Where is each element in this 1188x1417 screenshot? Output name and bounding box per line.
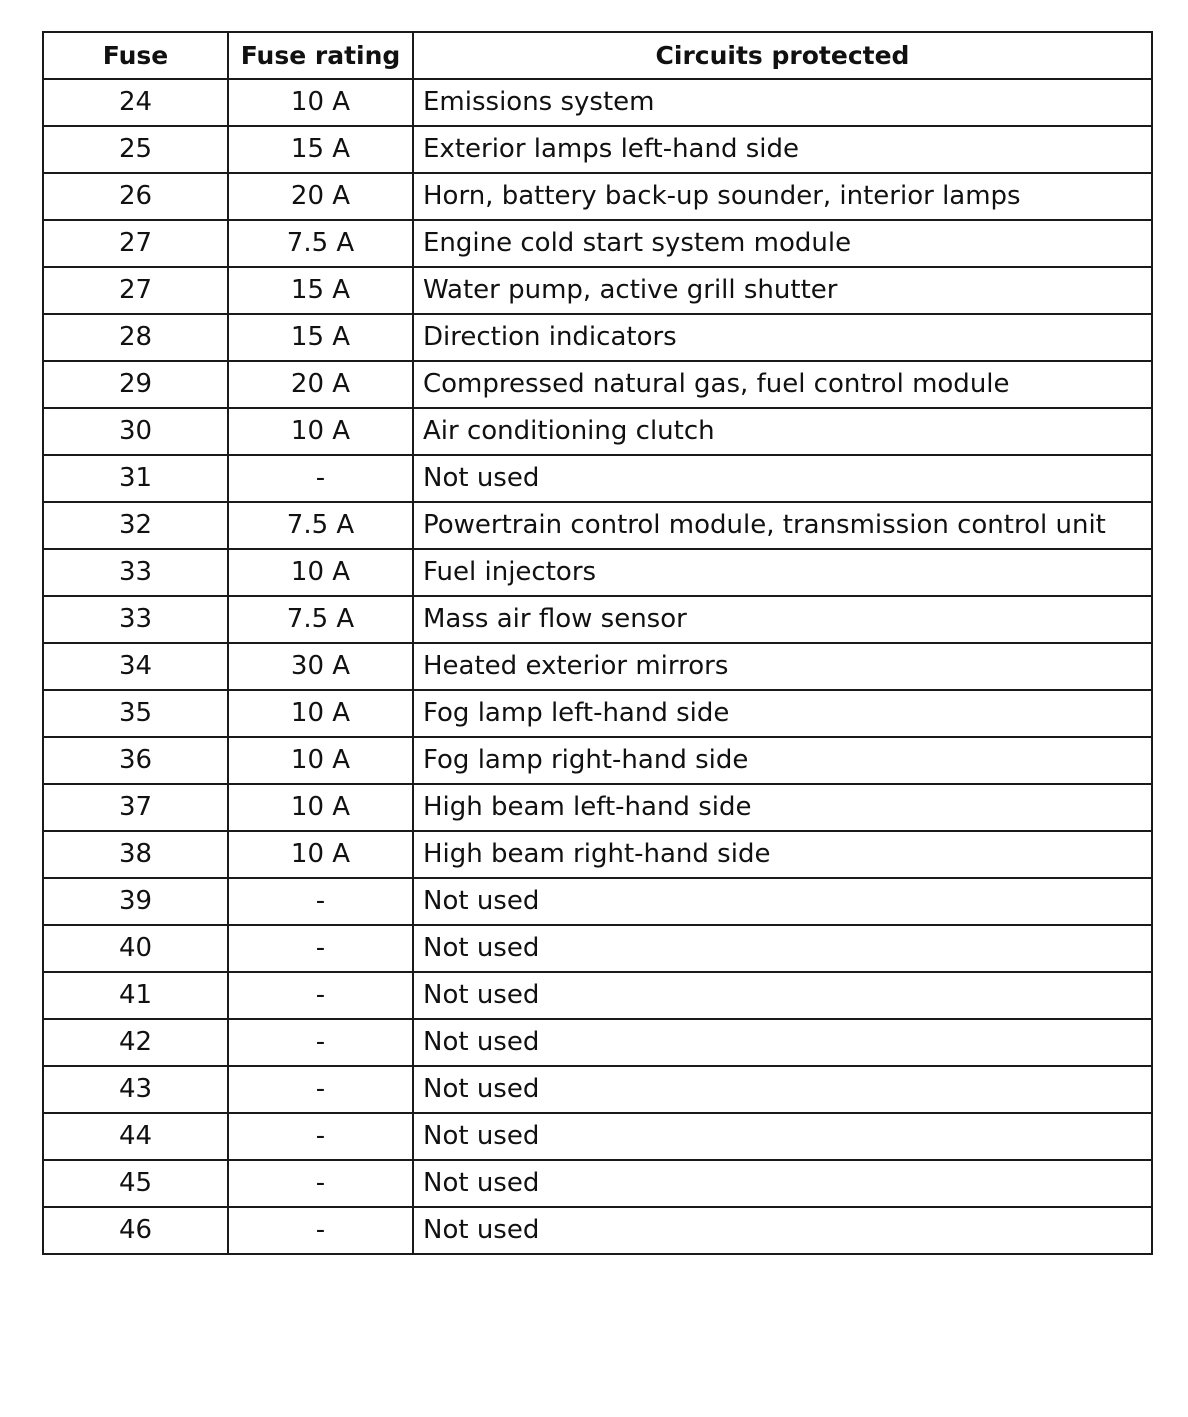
fuse-rating-cell: 7.5 A bbox=[228, 596, 413, 643]
table-row bbox=[43, 925, 1152, 972]
circuits-protected-cell: Engine cold start system module bbox=[413, 220, 1152, 267]
circuits-protected-cell: Not used bbox=[413, 1066, 1152, 1113]
fuse-number-cell: 30 bbox=[43, 408, 228, 455]
circuits-protected-cell: Not used bbox=[413, 1160, 1152, 1207]
table-row bbox=[43, 173, 1152, 220]
fuse-number-cell: 42 bbox=[43, 1019, 228, 1066]
circuits-protected-cell: Not used bbox=[413, 1207, 1152, 1254]
fuse-rating-cell: 30 A bbox=[228, 643, 413, 690]
fuse-number-cell: 40 bbox=[43, 925, 228, 972]
table-row bbox=[43, 972, 1152, 1019]
circuits-protected-cell: Compressed natural gas, fuel control module bbox=[413, 361, 1152, 408]
fuse-number-cell: 25 bbox=[43, 126, 228, 173]
circuits-protected-cell: Not used bbox=[413, 1113, 1152, 1160]
fuse-number-cell: 46 bbox=[43, 1207, 228, 1254]
fuse-number-cell: 44 bbox=[43, 1113, 228, 1160]
table-row bbox=[43, 831, 1152, 878]
circuits-protected-cell: Not used bbox=[413, 1019, 1152, 1066]
header-circuits-protected: Circuits protected bbox=[413, 32, 1152, 79]
fuse-rating-cell: - bbox=[228, 878, 413, 925]
fuse-number-cell: 38 bbox=[43, 831, 228, 878]
fuse-number-cell: 33 bbox=[43, 549, 228, 596]
fuse-rating-cell: - bbox=[228, 1160, 413, 1207]
fuse-rating-cell: - bbox=[228, 1207, 413, 1254]
fuse-number-cell: 32 bbox=[43, 502, 228, 549]
table-row bbox=[43, 79, 1152, 126]
fuse-number-cell: 24 bbox=[43, 79, 228, 126]
circuits-protected-cell: Mass air flow sensor bbox=[413, 596, 1152, 643]
circuits-protected-cell: Fuel injectors bbox=[413, 549, 1152, 596]
fuse-number-cell: 27 bbox=[43, 220, 228, 267]
table-row bbox=[43, 502, 1152, 549]
fuse-rating-cell: 10 A bbox=[228, 737, 413, 784]
table-row bbox=[43, 408, 1152, 455]
fuse-rating-cell: 15 A bbox=[228, 314, 413, 361]
fuse-number-cell: 33 bbox=[43, 596, 228, 643]
fuse-rating-cell: 20 A bbox=[228, 173, 413, 220]
fuse-rating-cell: - bbox=[228, 925, 413, 972]
table-row bbox=[43, 455, 1152, 502]
table-row bbox=[43, 737, 1152, 784]
circuits-protected-cell: Horn, battery back-up sounder, interior lamps bbox=[413, 173, 1152, 220]
fuse-number-cell: 45 bbox=[43, 1160, 228, 1207]
fuse-rating-cell: - bbox=[228, 972, 413, 1019]
fuse-rating-cell: 10 A bbox=[228, 549, 413, 596]
table-header-row bbox=[43, 32, 1152, 79]
circuits-protected-cell: Fog lamp right-hand side bbox=[413, 737, 1152, 784]
fuse-number-cell: 28 bbox=[43, 314, 228, 361]
circuits-protected-cell: Water pump, active grill shutter bbox=[413, 267, 1152, 314]
circuits-protected-cell: Powertrain control module, transmission control unit bbox=[413, 502, 1152, 549]
table-row bbox=[43, 361, 1152, 408]
table-row bbox=[43, 267, 1152, 314]
fuse-rating-cell: 15 A bbox=[228, 267, 413, 314]
table-row bbox=[43, 643, 1152, 690]
fuse-number-cell: 27 bbox=[43, 267, 228, 314]
fuse-number-cell: 26 bbox=[43, 173, 228, 220]
table-row bbox=[43, 1066, 1152, 1113]
table-row bbox=[43, 784, 1152, 831]
fuse-table bbox=[42, 31, 1153, 1255]
table-row bbox=[43, 126, 1152, 173]
header-fuse: Fuse bbox=[43, 32, 228, 79]
fuse-rating-cell: - bbox=[228, 1019, 413, 1066]
table-row bbox=[43, 549, 1152, 596]
fuse-number-cell: 34 bbox=[43, 643, 228, 690]
table-row bbox=[43, 596, 1152, 643]
table-row bbox=[43, 314, 1152, 361]
circuits-protected-cell: Emissions system bbox=[413, 79, 1152, 126]
table-row bbox=[43, 220, 1152, 267]
fuse-rating-cell: 15 A bbox=[228, 126, 413, 173]
fuse-rating-cell: 7.5 A bbox=[228, 220, 413, 267]
fuse-rating-cell: - bbox=[228, 455, 413, 502]
table-body bbox=[43, 79, 1152, 1254]
table-row bbox=[43, 1160, 1152, 1207]
table-row bbox=[43, 878, 1152, 925]
table-row bbox=[43, 1019, 1152, 1066]
fuse-rating-cell: 10 A bbox=[228, 690, 413, 737]
table-row bbox=[43, 1207, 1152, 1254]
circuits-protected-cell: Air conditioning clutch bbox=[413, 408, 1152, 455]
fuse-rating-cell: 10 A bbox=[228, 79, 413, 126]
circuits-protected-cell: Not used bbox=[413, 455, 1152, 502]
fuse-number-cell: 39 bbox=[43, 878, 228, 925]
fuse-rating-cell: 10 A bbox=[228, 784, 413, 831]
fuse-number-cell: 37 bbox=[43, 784, 228, 831]
fuse-rating-cell: - bbox=[228, 1113, 413, 1160]
fuse-number-cell: 35 bbox=[43, 690, 228, 737]
header-fuse-rating: Fuse rating bbox=[228, 32, 413, 79]
fuse-rating-cell: - bbox=[228, 1066, 413, 1113]
circuits-protected-cell: Direction indicators bbox=[413, 314, 1152, 361]
fuse-rating-cell: 10 A bbox=[228, 831, 413, 878]
circuits-protected-cell: Fog lamp left-hand side bbox=[413, 690, 1152, 737]
table-row bbox=[43, 1113, 1152, 1160]
fuse-number-cell: 41 bbox=[43, 972, 228, 1019]
circuits-protected-cell: Not used bbox=[413, 878, 1152, 925]
circuits-protected-cell: Not used bbox=[413, 925, 1152, 972]
circuits-protected-cell: Exterior lamps left-hand side bbox=[413, 126, 1152, 173]
fuse-rating-cell: 20 A bbox=[228, 361, 413, 408]
fuse-rating-cell: 7.5 A bbox=[228, 502, 413, 549]
circuits-protected-cell: High beam left-hand side bbox=[413, 784, 1152, 831]
fuse-rating-cell: 10 A bbox=[228, 408, 413, 455]
fuse-number-cell: 36 bbox=[43, 737, 228, 784]
fuse-number-cell: 31 bbox=[43, 455, 228, 502]
circuits-protected-cell: High beam right-hand side bbox=[413, 831, 1152, 878]
circuits-protected-cell: Heated exterior mirrors bbox=[413, 643, 1152, 690]
circuits-protected-cell: Not used bbox=[413, 972, 1152, 1019]
fuse-number-cell: 43 bbox=[43, 1066, 228, 1113]
table-row bbox=[43, 690, 1152, 737]
fuse-number-cell: 29 bbox=[43, 361, 228, 408]
